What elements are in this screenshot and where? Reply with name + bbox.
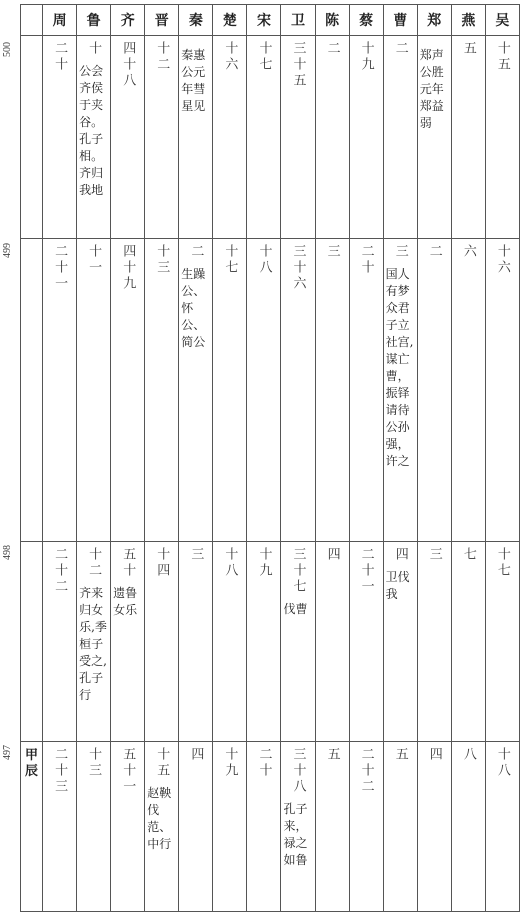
table-cell	[247, 36, 281, 239]
year-count: 五十	[120, 547, 136, 579]
year-count: 十八	[494, 747, 510, 779]
year-count: 十六	[494, 244, 510, 276]
year-count: 十七	[494, 547, 510, 579]
event-note: 齐来归女乐,季桓子受之,孔子行	[79, 586, 107, 702]
year-count: 六	[460, 244, 476, 260]
event-note: 郑声公胜元年郑益弱	[419, 48, 444, 130]
ganzhi-cell	[21, 239, 43, 542]
table-cell	[77, 36, 111, 239]
year-count: 十七	[222, 244, 238, 276]
year-count: 三十七	[290, 547, 306, 595]
table-cell	[451, 239, 485, 542]
event-note: 国人有梦众君子立社宫,谋亡曹，振铎请待公孙强，许之	[385, 267, 414, 468]
year-count: 十二	[154, 41, 170, 73]
year-count: 二十二	[358, 747, 374, 795]
year-count: 十九	[222, 747, 238, 779]
event-note: 赵鞅伐范、中行	[147, 786, 172, 851]
table-cell	[43, 742, 77, 912]
year-count: 二	[324, 41, 340, 57]
table-cell	[383, 742, 417, 912]
year-row	[21, 742, 520, 912]
year-count: 十八	[256, 244, 272, 276]
table-cell	[281, 542, 315, 742]
event-note: 遗鲁女乐	[113, 586, 138, 617]
year-count: 七	[460, 547, 476, 563]
state-header: 秦	[179, 5, 213, 36]
year-count: 四十八	[120, 41, 136, 89]
year-count: 二	[426, 244, 442, 260]
table-cell	[315, 239, 349, 542]
year-count: 十九	[358, 41, 374, 73]
chronology-table	[20, 4, 520, 912]
table-cell	[383, 542, 417, 742]
table-cell	[111, 742, 145, 912]
year-count: 五十一	[120, 747, 136, 795]
year-count: 四	[392, 547, 408, 563]
year-count: 十五	[154, 747, 170, 779]
ganzhi-cell	[21, 36, 43, 239]
table-cell	[281, 742, 315, 912]
table-cell	[485, 36, 519, 239]
state-header: 鲁	[77, 5, 111, 36]
ganzhi-label: 甲辰	[25, 748, 39, 779]
ganzhi-label	[21, 36, 42, 42]
table-cell	[145, 742, 179, 912]
table-cell	[43, 542, 77, 742]
year-count: 三十八	[290, 747, 306, 795]
state-header: 郑	[417, 5, 451, 36]
table-cell	[315, 542, 349, 742]
state-header: 燕	[451, 5, 485, 36]
table-cell	[179, 239, 213, 542]
event-note: 公会齐侯于夹谷。孔子相。齐归我地	[79, 64, 104, 197]
table-cell	[451, 742, 485, 912]
table-cell	[485, 239, 519, 542]
year-count: 四	[188, 747, 204, 763]
year-count: 十二	[86, 547, 102, 579]
year-count: 二十一	[52, 244, 68, 292]
header-corner	[21, 5, 43, 36]
table-cell	[349, 239, 383, 542]
year-count: 十四	[154, 547, 170, 579]
year-count: 二十	[256, 747, 272, 779]
table-cell	[315, 36, 349, 239]
year-count: 四	[426, 747, 442, 763]
table-cell	[145, 239, 179, 542]
table-cell	[111, 36, 145, 239]
year-count: 三	[324, 244, 340, 260]
ganzhi-cell	[21, 742, 43, 912]
header-row	[21, 5, 520, 36]
year-count: 四十九	[120, 244, 136, 292]
table-cell	[111, 542, 145, 742]
year-label: 500	[2, 42, 13, 57]
table-cell	[111, 239, 145, 542]
table-cell	[417, 742, 451, 912]
table-cell	[281, 239, 315, 542]
table-cell	[77, 742, 111, 912]
table-cell	[417, 542, 451, 742]
year-count: 三十六	[290, 244, 306, 292]
table-cell	[247, 742, 281, 912]
table-cell	[43, 36, 77, 239]
table-cell	[349, 542, 383, 742]
year-count: 十九	[256, 547, 272, 579]
year-count: 三	[392, 244, 408, 260]
event-note: 孔子来，禄之如鲁	[283, 802, 308, 867]
year-count: 二十一	[358, 547, 374, 595]
year-count: 二十二	[52, 547, 68, 595]
event-note: 生躁公、怀公、简公	[181, 267, 206, 349]
ganzhi-cell	[21, 542, 43, 742]
state-header: 陈	[315, 5, 349, 36]
table-cell	[417, 239, 451, 542]
table-body	[21, 36, 520, 912]
year-count: 十五	[494, 41, 510, 73]
year-sidebar	[0, 0, 20, 920]
state-header: 卫	[281, 5, 315, 36]
year-count: 四	[324, 547, 340, 563]
year-count: 三	[188, 547, 204, 563]
table-cell	[77, 542, 111, 742]
table-cell	[213, 36, 247, 239]
year-count: 三	[426, 547, 442, 563]
year-count: 五	[460, 41, 476, 57]
state-header: 齐	[111, 5, 145, 36]
year-count: 二十	[358, 244, 374, 276]
table-cell	[77, 239, 111, 542]
year-count: 三十五	[290, 41, 306, 89]
table-cell	[485, 742, 519, 912]
table-cell	[179, 742, 213, 912]
year-count: 二十	[52, 41, 68, 73]
year-count: 十八	[222, 547, 238, 579]
year-count: 十	[86, 41, 102, 57]
ganzhi-label	[21, 542, 42, 548]
year-row	[21, 239, 520, 542]
year-count: 二十三	[52, 747, 68, 795]
state-header: 宋	[247, 5, 281, 36]
year-row	[21, 36, 520, 239]
state-header: 吴	[485, 5, 519, 36]
table-cell	[451, 542, 485, 742]
year-count: 十一	[86, 244, 102, 276]
table-cell	[383, 239, 417, 542]
table-cell	[383, 36, 417, 239]
table-cell	[417, 36, 451, 239]
table-cell	[349, 742, 383, 912]
state-header: 晋	[145, 5, 179, 36]
year-count: 十六	[222, 41, 238, 73]
ganzhi-label	[21, 239, 42, 245]
year-label: 499	[2, 243, 13, 258]
state-header: 周	[43, 5, 77, 36]
table-cell	[179, 36, 213, 239]
event-note: 伐曹	[283, 602, 308, 616]
state-header: 楚	[213, 5, 247, 36]
table-cell	[213, 239, 247, 542]
year-label: 498	[2, 545, 13, 560]
table-cell	[451, 36, 485, 239]
year-count: 十三	[86, 747, 102, 779]
table-cell	[145, 542, 179, 742]
table-cell	[213, 742, 247, 912]
table-cell	[281, 36, 315, 239]
table-cell	[179, 542, 213, 742]
year-label: 497	[2, 745, 13, 760]
event-note: 秦惠公元年彗星见	[181, 48, 206, 113]
table-cell	[213, 542, 247, 742]
year-count: 二	[188, 244, 204, 260]
table-cell	[247, 239, 281, 542]
event-note: 卫伐我	[385, 570, 410, 601]
state-header: 曹	[383, 5, 417, 36]
table-cell	[315, 742, 349, 912]
year-count: 二	[392, 41, 408, 57]
year-count: 十七	[256, 41, 272, 73]
year-count: 五	[324, 747, 340, 763]
year-count: 十三	[154, 244, 170, 276]
year-count: 五	[392, 747, 408, 763]
year-row	[21, 542, 520, 742]
table-cell	[247, 542, 281, 742]
table-cell	[349, 36, 383, 239]
year-count: 八	[460, 747, 476, 763]
table-cell	[43, 239, 77, 542]
state-header: 蔡	[349, 5, 383, 36]
table-cell	[145, 36, 179, 239]
table-cell	[485, 542, 519, 742]
